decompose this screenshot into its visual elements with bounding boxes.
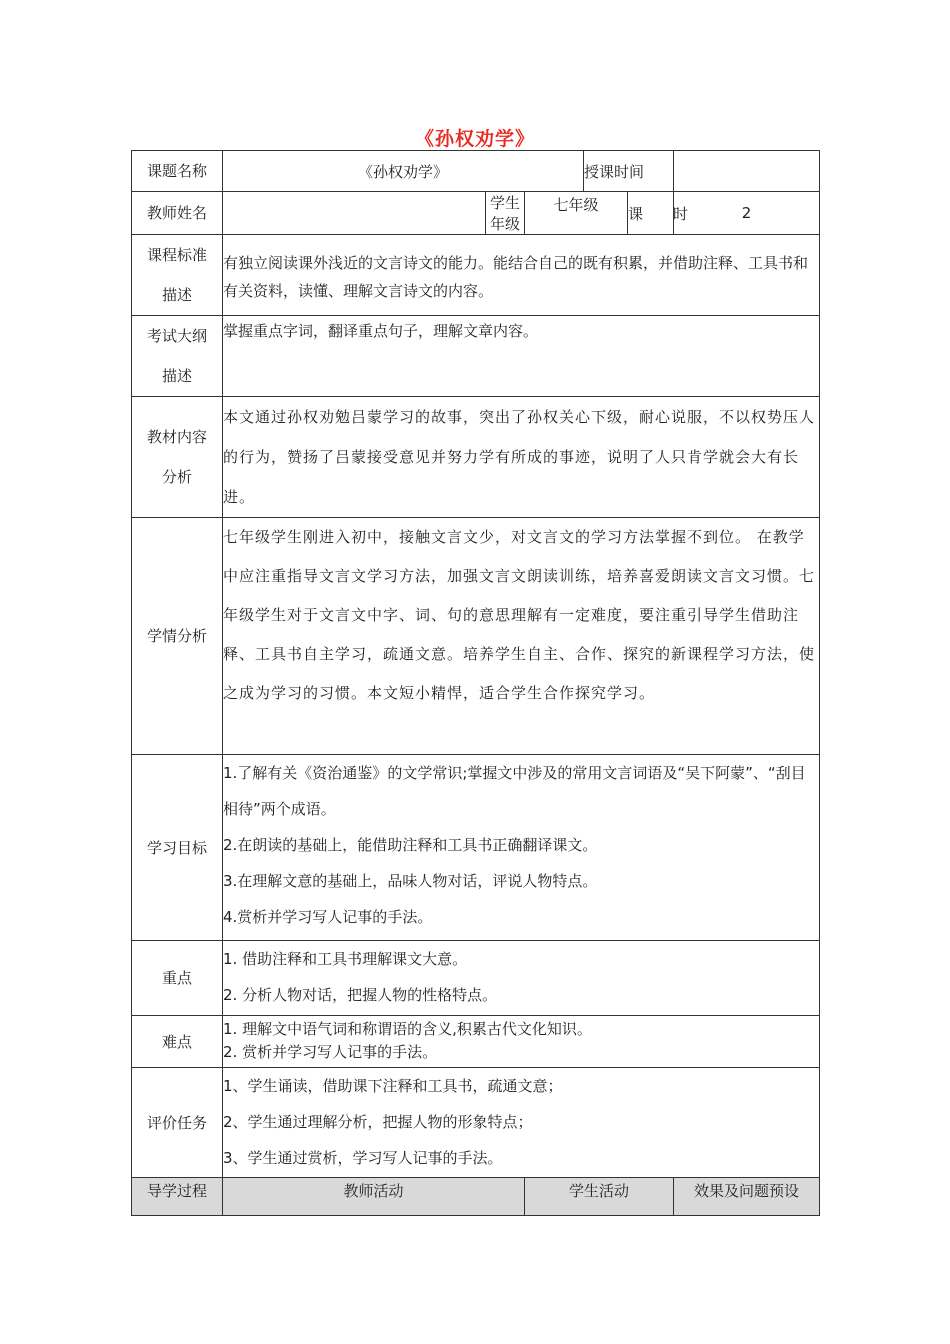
key-point-item: 2. 分析人物对话，把握人物的性格特点。 <box>223 986 498 1004</box>
topic-row <box>132 151 820 192</box>
time-label: 授课时间 <box>584 151 674 192</box>
learner-label: 学情分析 <box>132 518 223 755</box>
period-label: 课 时 <box>628 192 674 235</box>
exam-text: 掌握重点字词，翻译重点句子，理解文章内容。 <box>223 316 820 397</box>
learner-text: 七年级学生刚进入初中，接触文言文少，对文言文的学习方法掌握不到位。 在教学中应注重指导文言文学习方法，加强文言文朗读训练，培养喜爱朗读文言文习惯。七年级学生对于文言文中字、词、句的意思理解有一定难度，要注重引导学生借助注释、工具书自主学习，疏通文意。培养学生自主、合作、探究的新课程学习方法，使之成为学习的习惯。本文短小精悍，适合学生合作探究学习。 <box>223 518 820 755</box>
learner-row <box>132 518 820 755</box>
evaluation-row <box>132 1068 820 1178</box>
standard-row <box>132 235 820 316</box>
difficulties-row <box>132 1016 820 1068</box>
evaluation-item: 1、学生诵读，借助课下注释和工具书，疏通文意； <box>223 1077 563 1095</box>
objective-item: 3.在理解文意的基础上，品味人物对话，评说人物特点。 <box>223 872 598 890</box>
key-point-item: 1. 借助注释和工具书理解课文大意。 <box>223 950 468 968</box>
evaluation-list <box>223 1068 820 1178</box>
material-row <box>132 397 820 518</box>
difficulty-item: 1. 理解文中语气词和称谓语的含义,积累古代文化知识。 <box>223 1020 592 1038</box>
objective-item: 4.赏析并学习写人记事的手法。 <box>223 908 433 926</box>
teacher-value <box>223 192 486 235</box>
teacher-row <box>132 192 820 235</box>
process-col-stage: 导学过程 <box>132 1178 223 1216</box>
objectives-label: 学习目标 <box>132 755 223 941</box>
objectives-list <box>223 755 820 941</box>
difficulty-item: 2. 赏析并学习写人记事的手法。 <box>223 1043 438 1061</box>
process-col-teacher: 教师活动 <box>223 1178 525 1216</box>
lesson-plan-table <box>131 150 820 1216</box>
grade-value: 七年级 <box>525 192 628 235</box>
topic-label: 课题名称 <box>132 151 223 192</box>
key-points-list <box>223 941 820 1016</box>
material-text: 本文通过孙权劝勉吕蒙学习的故事，突出了孙权关心下级，耐心说服，不以权势压人的行为，赞扬了吕蒙接受意见并努力学有所成的事迹，说明了人只肯学就会大有长进。 <box>223 397 820 518</box>
objectives-row <box>132 755 820 941</box>
time-value <box>674 151 820 192</box>
teacher-label: 教师姓名 <box>132 192 223 235</box>
difficulties-label: 难点 <box>132 1016 223 1068</box>
exam-row <box>132 316 820 397</box>
grade-label: 学生年级 <box>486 192 525 235</box>
key-points-row <box>132 941 820 1016</box>
standard-label: 课程标准 描述 <box>132 235 223 316</box>
process-col-student: 学生活动 <box>525 1178 674 1216</box>
process-header-row <box>132 1178 820 1216</box>
document-title: 《孙权劝学》 <box>414 128 535 150</box>
evaluation-item: 3、学生通过赏析，学习写人记事的手法。 <box>223 1149 503 1167</box>
objective-item: 1.了解有关《资治通鉴》的文学常识;掌握文中涉及的常用文言词语及“吴下阿蒙”、“刮目相待”两个成语。 <box>223 764 806 818</box>
material-label: 教材内容 分析 <box>132 397 223 518</box>
objective-item: 2.在朗读的基础上，能借助注释和工具书正确翻译课文。 <box>223 836 598 854</box>
exam-label: 考试大纲 描述 <box>132 316 223 397</box>
standard-text: 有独立阅读课外浅近的文言诗文的能力。能结合自己的既有积累，并借助注释、工具书和有关资料，读懂、理解文言诗文的内容。 <box>223 235 820 316</box>
key-points-label: 重点 <box>132 941 223 1016</box>
topic-value: 《孙权劝学》 <box>223 151 584 192</box>
evaluation-label: 评价任务 <box>132 1068 223 1178</box>
period-value: 2 <box>674 192 820 235</box>
process-col-effect: 效果及问题预设 <box>674 1178 820 1216</box>
evaluation-item: 2、学生通过理解分析，把握人物的形象特点； <box>223 1113 533 1131</box>
difficulties-list <box>223 1016 820 1068</box>
